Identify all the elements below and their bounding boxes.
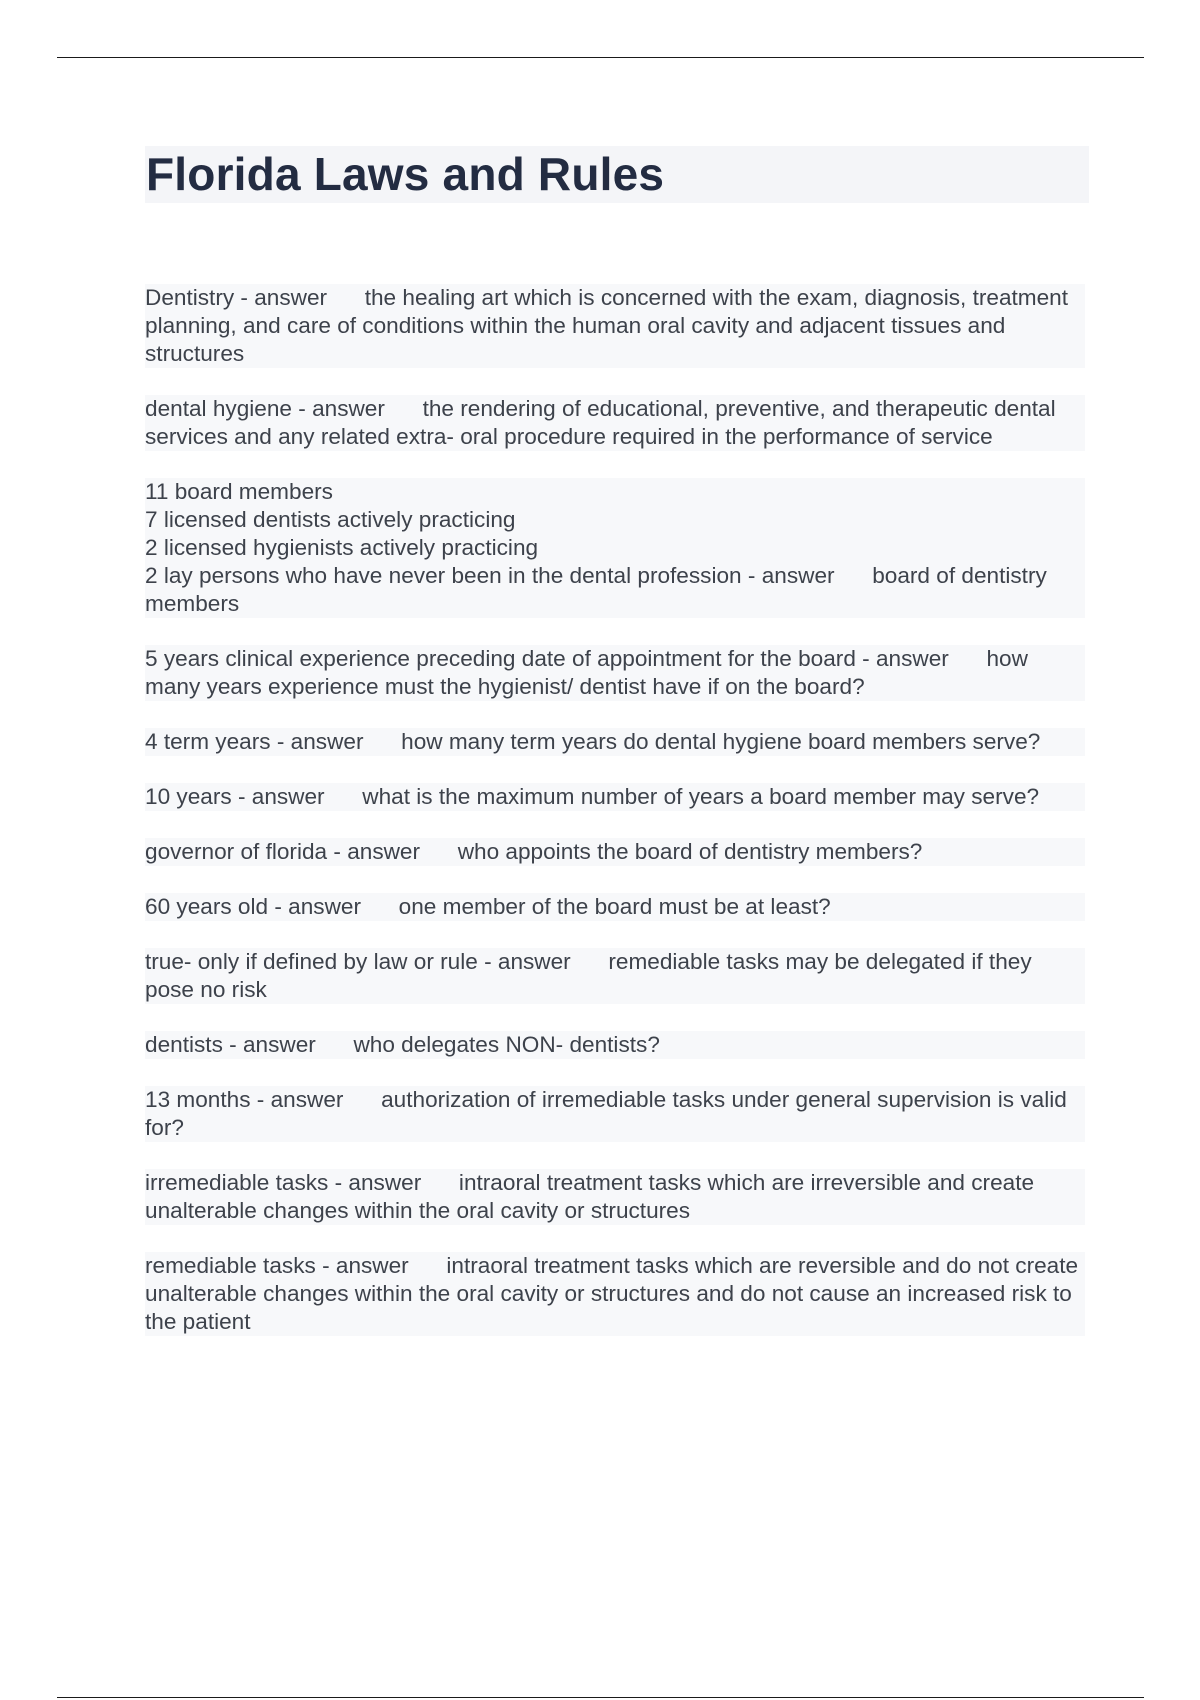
- card-term: 4 term years: [145, 729, 271, 754]
- card-term: irremediable tasks: [145, 1170, 329, 1195]
- card-term: true- only if defined by law or rule: [145, 949, 478, 974]
- flashcard: [145, 838, 1085, 866]
- flashcard: [145, 1086, 1085, 1142]
- card-separator: - answer: [855, 646, 987, 671]
- card-definition: intraoral treatment tasks which are reversible and do not create unalterable changes within the oral cavity or structures and do not cause an increased risk to the patient: [145, 1253, 1079, 1334]
- card-term-line: 2 licensed hygienists actively practicing: [145, 535, 539, 560]
- card-separator: - answer: [231, 784, 363, 809]
- flashcard-list: [145, 284, 1085, 1363]
- card-separator: - answer: [328, 1170, 459, 1195]
- card-term: governor of florida: [145, 839, 328, 864]
- flashcard: [145, 783, 1085, 811]
- card-separator: - answer: [222, 1032, 354, 1057]
- flashcard: [145, 478, 1085, 618]
- top-rule: [57, 57, 1144, 58]
- card-definition: board of dentistry members: [145, 563, 1047, 616]
- card-separator: - answer: [250, 1087, 382, 1112]
- card-term-multiline: [145, 478, 1085, 618]
- card-term-line: 7 licensed dentists actively practicing: [145, 507, 516, 532]
- card-definition: how many years experience must the hygienist/ dentist have if on the board?: [145, 646, 1028, 699]
- flashcard: [145, 893, 1085, 921]
- flashcard: [145, 1031, 1085, 1059]
- card-separator: - answer: [477, 949, 609, 974]
- card-separator: - answer: [315, 1253, 447, 1278]
- card-definition: the rendering of educational, preventive, and therapeutic dental services and any related extra- oral procedure required in the performance of service: [145, 396, 1056, 449]
- flashcard: [145, 948, 1085, 1004]
- card-term: dental hygiene: [145, 396, 292, 421]
- bottom-rule: [57, 1697, 1144, 1698]
- flashcard: [145, 1252, 1085, 1336]
- flashcard: [145, 645, 1085, 701]
- card-term: 10 years: [145, 784, 232, 809]
- card-definition: intraoral treatment tasks which are irreversible and create unalterable changes within the oral cavity or structures: [145, 1170, 1035, 1223]
- card-definition: how many term years do dental hygiene board members serve?: [401, 729, 1041, 754]
- card-separator: - answer: [741, 563, 873, 588]
- card-definition: remediable tasks may be delegated if they pose no risk: [145, 949, 1032, 1002]
- card-definition: who appoints the board of dentistry members?: [457, 839, 923, 864]
- card-term: Dentistry: [145, 285, 235, 310]
- card-term: 60 years old: [145, 894, 269, 919]
- flashcard: [145, 1169, 1085, 1225]
- card-separator: - answer: [270, 729, 402, 754]
- page-title: Florida Laws and Rules: [146, 148, 665, 200]
- flashcard: [145, 284, 1085, 368]
- flashcard: [145, 728, 1085, 756]
- card-definition: authorization of irremediable tasks under general supervision is valid for?: [145, 1087, 1067, 1140]
- card-term-line: 2 lay persons who have never been in the dental profession: [145, 563, 742, 588]
- card-term: remediable tasks: [145, 1253, 316, 1278]
- flashcard: [145, 395, 1085, 451]
- card-separator: - answer: [234, 285, 365, 310]
- card-term: 5 years clinical experience preceding date of appointment for the board: [145, 646, 856, 671]
- card-definition: what is the maximum number of years a board member may serve?: [362, 784, 1040, 809]
- card-definition: who delegates NON- dentists?: [353, 1032, 660, 1057]
- card-definition: one member of the board must be at least?: [398, 894, 831, 919]
- card-term-line: 11 board members: [145, 479, 333, 504]
- card-term: 13 months: [145, 1087, 251, 1112]
- card-separator: - answer: [291, 396, 423, 421]
- card-term: dentists: [145, 1032, 223, 1057]
- card-separator: - answer: [327, 839, 458, 864]
- card-definition: the healing art which is concerned with the exam, diagnosis, treatment planning, and care of conditions within the human oral cavity and adjacent tissues and structures: [145, 285, 1069, 366]
- card-separator: - answer: [268, 894, 399, 919]
